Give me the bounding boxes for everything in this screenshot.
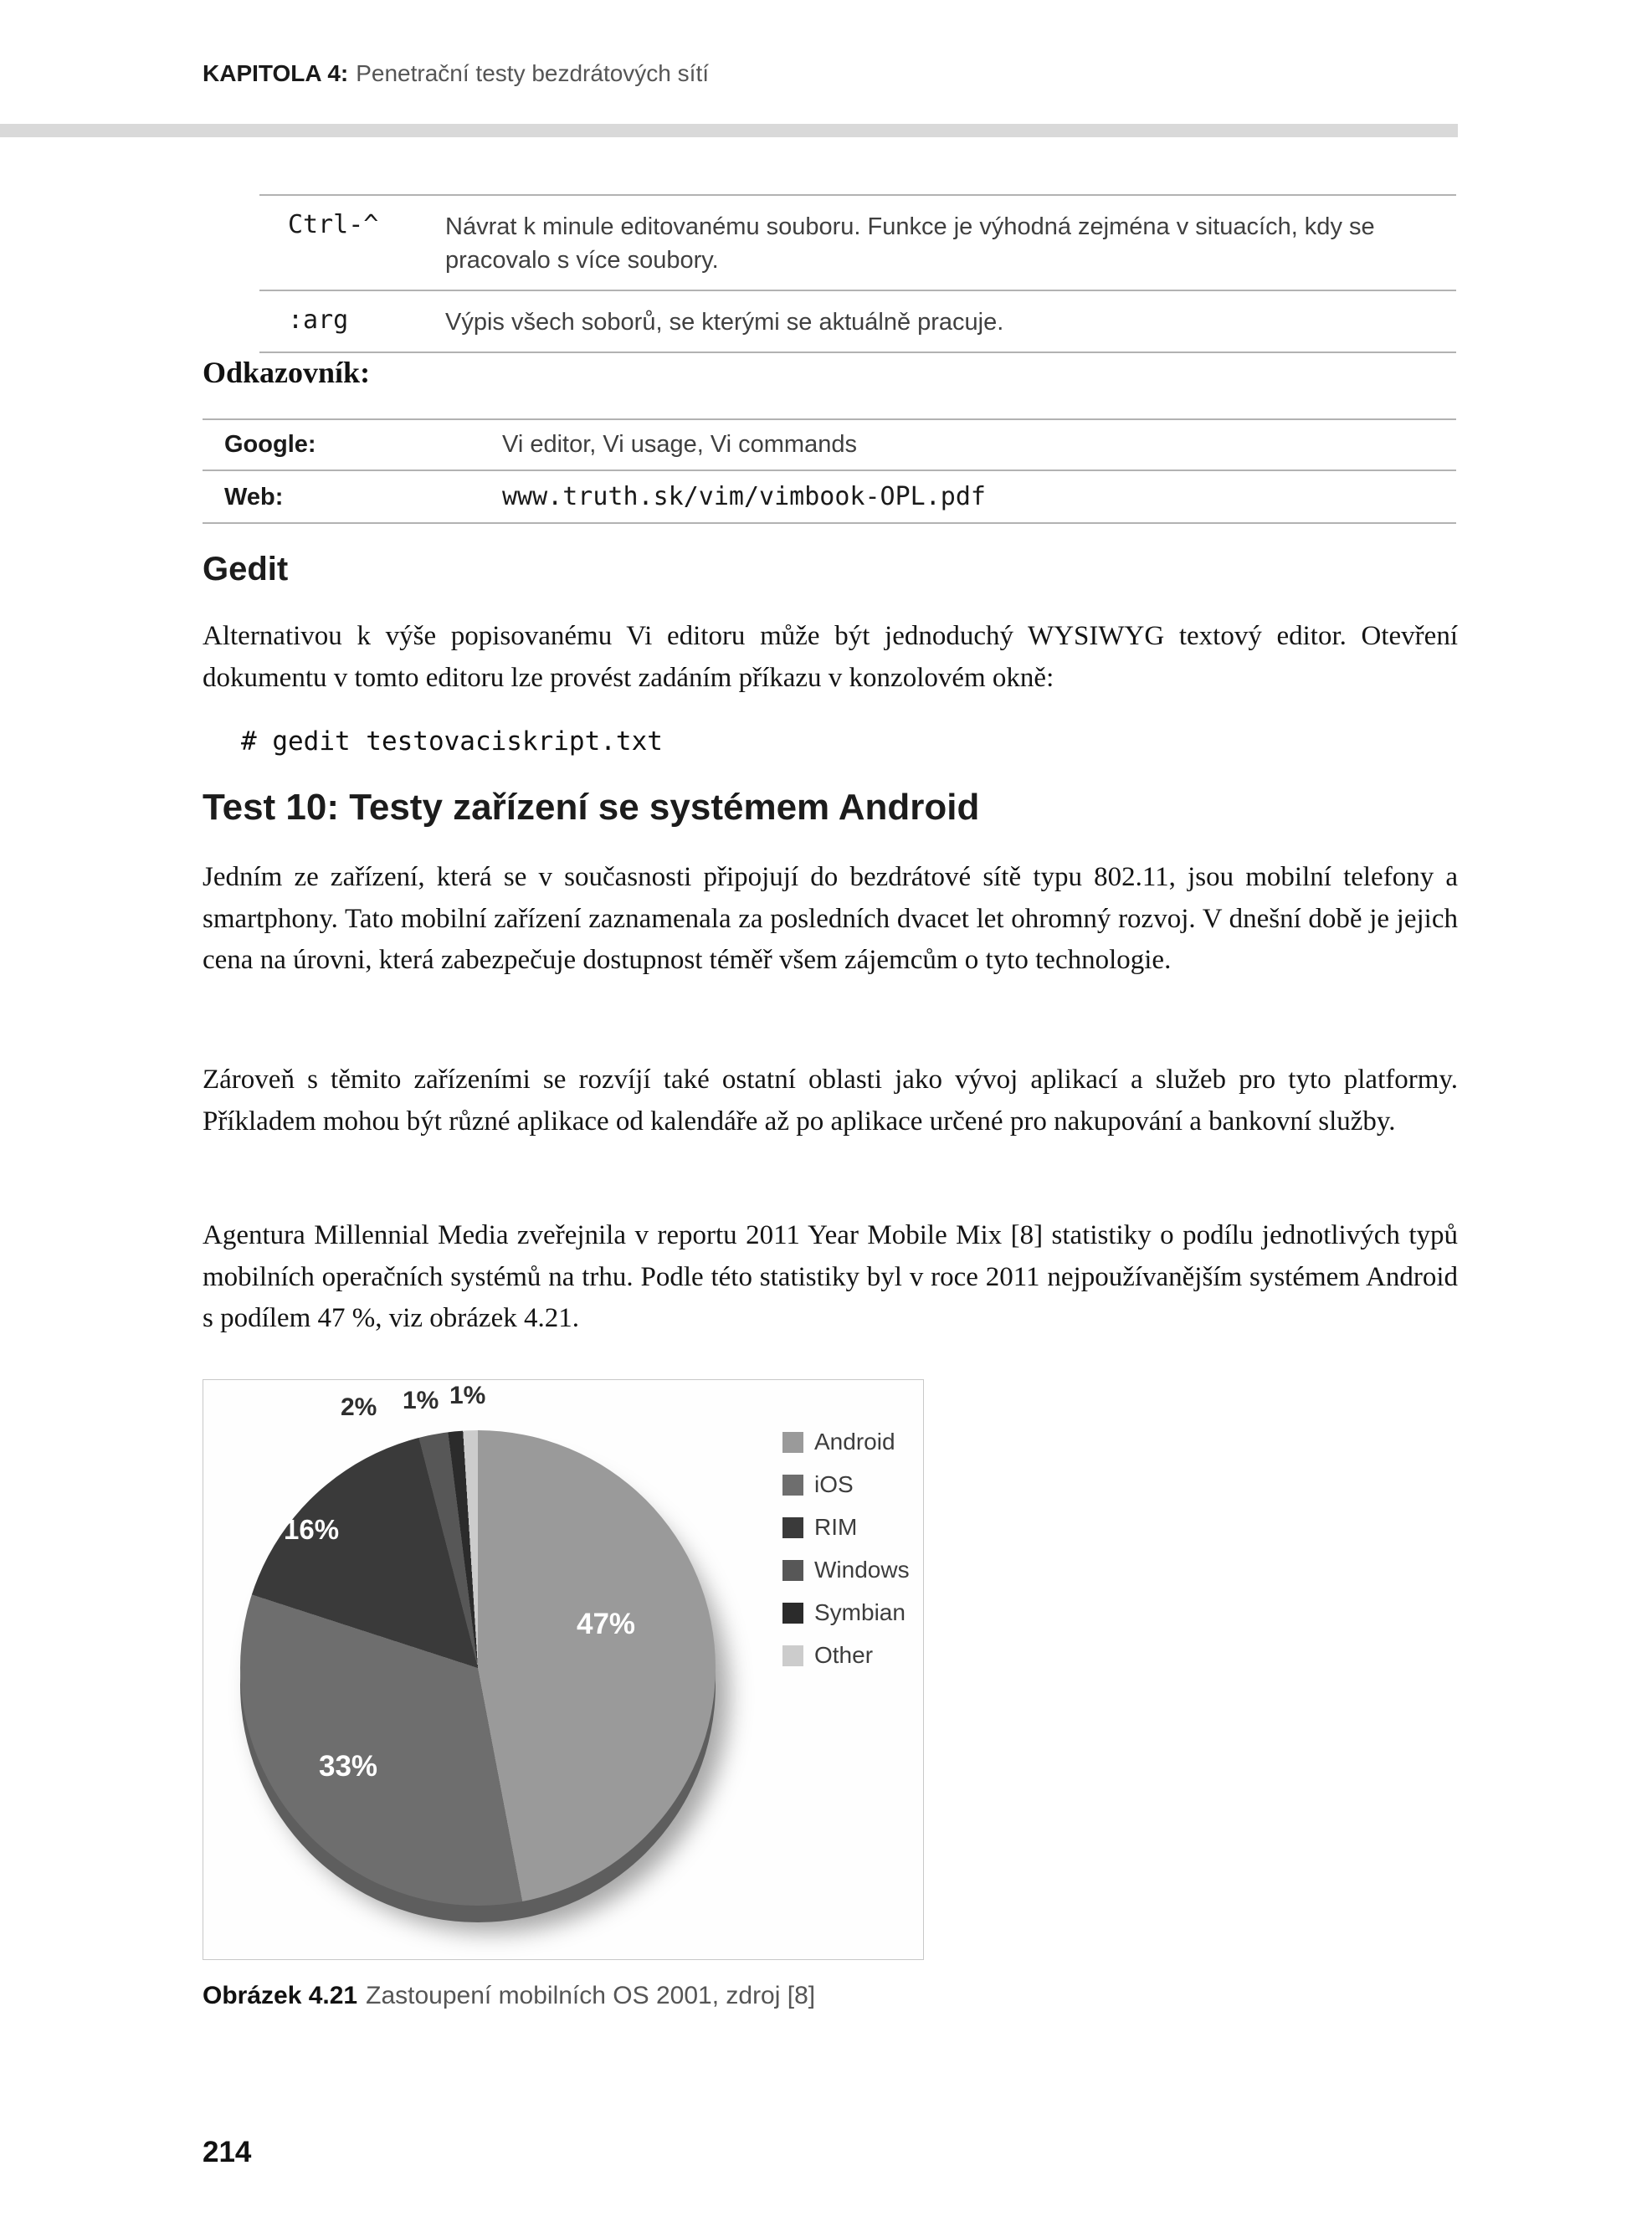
command-table bbox=[259, 194, 1456, 353]
page-number: 214 bbox=[203, 2136, 252, 2168]
reference-url: www.truth.sk/vim/vimbook-OPL.pdf bbox=[502, 482, 986, 511]
running-header bbox=[203, 60, 709, 87]
legend-item bbox=[782, 1429, 910, 1455]
command-key: :arg bbox=[288, 305, 349, 336]
gedit-command-code: # gedit testovaciskript.txt bbox=[241, 726, 663, 757]
legend-swatch bbox=[782, 1603, 803, 1624]
test10-paragraph-3: Agentura Millennial Media zveřejnila v reportu 2011 Year Mobile Mix [8] statistiky o podílu jednotlivých typů mobilních operačních systémů na trhu. Podle této statistiky byl v roce 2011 nejpoužívanějším systémem Android s podílem 47 %, viz obrázek 4.21. bbox=[203, 1220, 1458, 1333]
figure-caption-text: Zastoupení mobilních OS 2001, zdroj [8] bbox=[366, 1982, 816, 2009]
references-heading: Odkazovník: bbox=[203, 356, 371, 389]
legend-swatch bbox=[782, 1645, 803, 1666]
legend-swatch bbox=[782, 1475, 803, 1496]
header-rule bbox=[0, 124, 1458, 137]
reference-label: Web: bbox=[224, 484, 284, 511]
pie-chart bbox=[240, 1430, 716, 1906]
figure-caption bbox=[203, 1982, 815, 2010]
test10-paragraph-2: Zároveň s těmito zařízeními se rozvíjí také ostatní oblasti jako vývoj aplikací a služeb pro tyto platformy. Příkladem mohou být různé aplikace od kalendáře až po aplikace určené pro nakupování a bankovní služby. bbox=[203, 1065, 1458, 1137]
legend bbox=[782, 1429, 910, 1669]
legend-swatch bbox=[782, 1432, 803, 1453]
chapter-title: Penetrační testy bezdrátových sítí bbox=[356, 60, 709, 86]
chapter-label: KAPITOLA 4: bbox=[203, 60, 349, 86]
command-description: Návrat k minule editovanému souboru. Funkce je výhodná zejména v situacích, kdy se pracovalo s více soubory. bbox=[445, 213, 1375, 275]
reference-row bbox=[203, 471, 1456, 524]
legend-item bbox=[782, 1642, 910, 1669]
references-table bbox=[203, 418, 1456, 524]
legend-item bbox=[782, 1599, 910, 1626]
command-key: Ctrl-^ bbox=[288, 210, 379, 239]
legend-label: Symbian bbox=[814, 1599, 906, 1625]
legend-item bbox=[782, 1471, 910, 1498]
gedit-paragraph: Alternativou k výše popisovanému Vi editoru může být jednoduchý WYSIWYG textový editor. Otevření dokumentu v tomto editoru lze provést zadáním příkazu v konzolovém okně: bbox=[203, 621, 1458, 693]
slice-label-other: 1% bbox=[449, 1382, 486, 1409]
legend-item bbox=[782, 1514, 910, 1541]
figure-4-21 bbox=[203, 1379, 924, 1960]
command-description: Výpis všech soborů, se kterými se aktuálně pracuje. bbox=[445, 309, 1004, 336]
slice-label-windows: 2% bbox=[341, 1393, 377, 1421]
legend-label: RIM bbox=[814, 1514, 858, 1540]
command-row bbox=[259, 291, 1456, 353]
reference-row bbox=[203, 420, 1456, 471]
test10-paragraph-1: Jedním ze zařízení, která se v současnosti připojují do bezdrátové sítě typu 802.11, jsou mobilní telefony a smartphony. Tato mobilní zařízení zaznamenala za posledních dvacet let ohromný rozvoj. V dnešní době je jejich cena na úrovni, která zabezpečuje dostupnost téměř všem zájemcům o tyto technologie. bbox=[203, 862, 1458, 975]
legend-item bbox=[782, 1557, 910, 1583]
command-row bbox=[259, 196, 1456, 291]
legend-label: iOS bbox=[814, 1471, 854, 1497]
slice-label-rim: 16% bbox=[284, 1514, 340, 1545]
section-heading-test10: Test 10: Testy zařízení se systémem Android bbox=[203, 787, 980, 828]
reference-label: Google: bbox=[224, 431, 316, 458]
legend-label: Android bbox=[814, 1429, 895, 1455]
slice-label-ios: 33% bbox=[319, 1750, 378, 1783]
slice-label-symbian: 1% bbox=[403, 1387, 439, 1414]
section-heading-gedit: Gedit bbox=[203, 551, 289, 588]
legend-label: Windows bbox=[814, 1557, 910, 1583]
reference-value: Vi editor, Vi usage, Vi commands bbox=[502, 431, 857, 458]
legend-swatch bbox=[782, 1560, 803, 1581]
legend-swatch bbox=[782, 1517, 803, 1538]
legend-label: Other bbox=[814, 1642, 874, 1668]
figure-caption-label: Obrázek 4.21 bbox=[203, 1982, 358, 2009]
slice-label-android: 47% bbox=[577, 1608, 636, 1640]
